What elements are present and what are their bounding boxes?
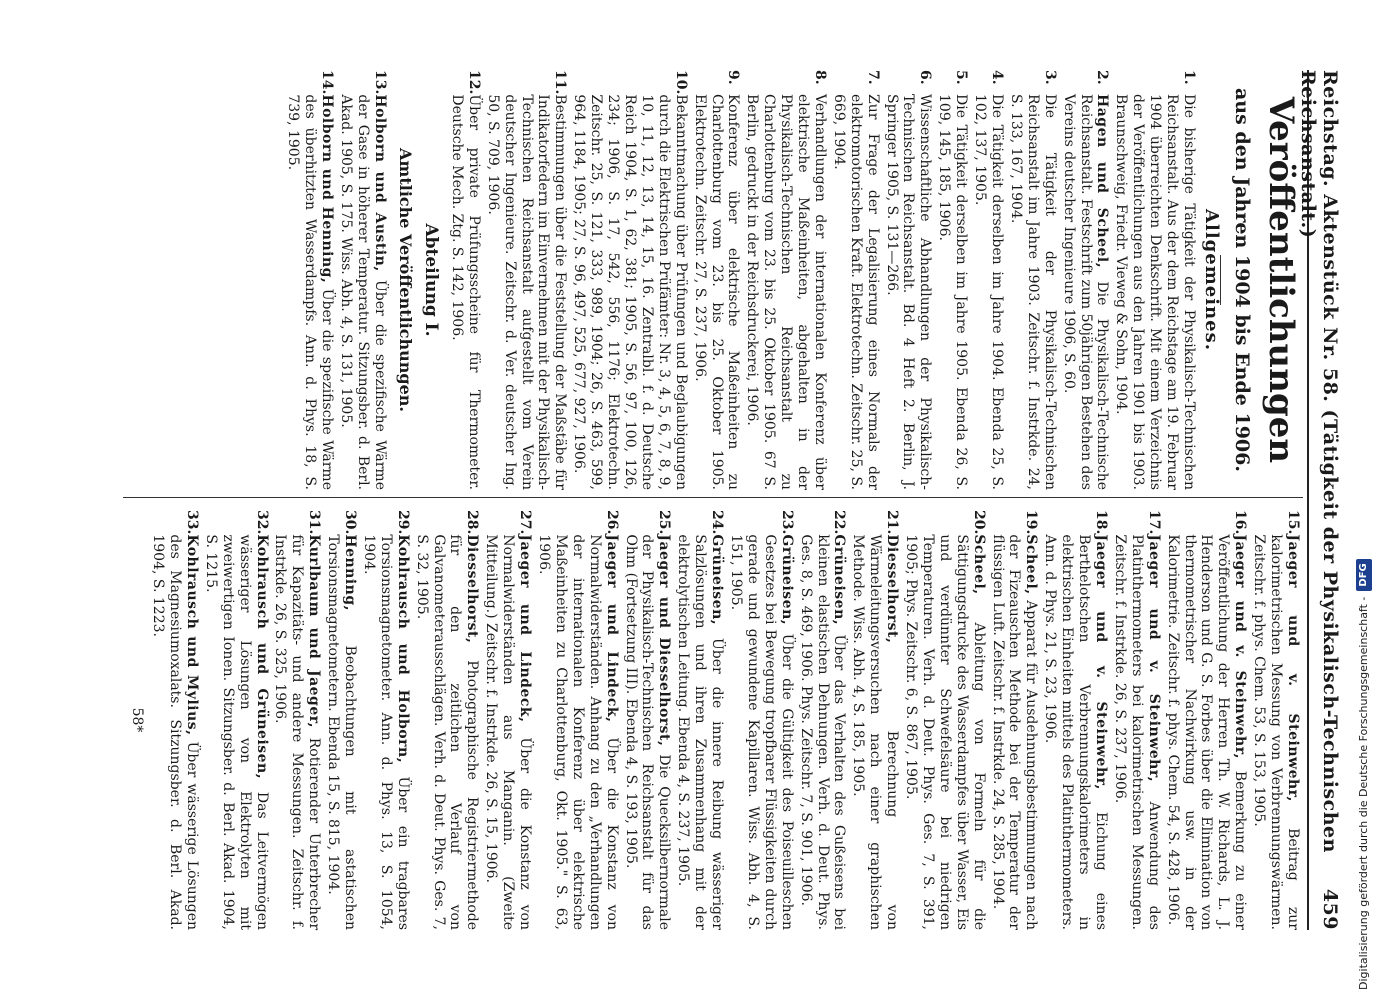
- bibliography-entry: [337, 70, 388, 490]
- entry-body: [883, 94, 934, 490]
- section-heading-abteilung: Abteilung I.: [421, 223, 442, 337]
- entry-number: 30.: [342, 510, 359, 535]
- entry-text: Beitrag zur kalorimetrischen Messung von Verbrennungswärmen. Zeitschr. f. phys. Chem. 53, S. 153, 1905.: [1251, 534, 1301, 931]
- entry-number: 33.: [183, 510, 200, 535]
- bibliography-entry: [202, 510, 270, 930]
- entry-body: [535, 534, 620, 930]
- bibliography-entry: [743, 70, 828, 490]
- entry-text: Beobachtungen mit astatischen Torsionsmagnetometern. Ebenda 15, S. 815, 1904.: [325, 534, 359, 931]
- entry-body: [727, 534, 795, 930]
- entry-body: [830, 94, 881, 490]
- entry-number: 16.: [1232, 510, 1249, 535]
- entry-number: 1.: [1181, 70, 1197, 85]
- bibliography-entry: [830, 70, 881, 490]
- entry-number: 23.: [778, 510, 795, 535]
- dfg-logo: DFG: [1356, 559, 1372, 590]
- signature-mark: 58*: [129, 707, 145, 733]
- page-number: 459: [1319, 888, 1341, 930]
- entry-author: Diesselhorst,: [464, 534, 481, 644]
- entry-text: Berechnung von Wärmeleitungsversuchen nach einer graphischen Methode. Wiss. Abh. 4, S. 185, 1905.: [850, 534, 901, 930]
- entry-number: 11.: [552, 70, 569, 95]
- bibliography-entry: [902, 510, 987, 930]
- entry-list-continued: [149, 510, 1301, 930]
- entry-number: 3.: [1041, 70, 1058, 85]
- bibliography-entry: [285, 70, 336, 490]
- entry-author: Grüneisen,: [778, 534, 795, 626]
- entry-number: 20.: [970, 510, 987, 535]
- entry-number: 5.: [953, 70, 970, 85]
- entry-number: 17.: [1145, 510, 1162, 535]
- entry-number: 32.: [253, 510, 270, 535]
- credit-text: Digitalisierung gefördert durch die Deutsche Forschungsgemeinschaft -: [1357, 596, 1370, 990]
- entry-body: [691, 94, 742, 490]
- entry-body: [272, 534, 323, 930]
- column-divider: [123, 497, 1303, 498]
- bibliography-entry: [797, 510, 848, 930]
- entry-number: 18.: [1093, 510, 1110, 535]
- entry-body: [971, 94, 1005, 490]
- entry-author: Jaeger und Lindeck,: [517, 534, 534, 723]
- bibliography-entry: [1007, 70, 1058, 490]
- entry-number: 13.: [372, 70, 389, 95]
- entry-body: [674, 534, 725, 930]
- entry-text: Über die spezifische Wärme des überhitzten Wasserdampfs. Ann. d. Phys. 18, S. 739, 1905.: [285, 94, 336, 490]
- entry-list-amtliche: [285, 70, 388, 490]
- entry-text: Bekanntmachung über Prüfungen und Beglaubigungen durch die Elektrischen Prüfämter: Nr. 3, 4, 5, 6, 7, 8, 9, 10, 11, 12, 13, 14, 15, 16. Zentralbl. f. d. Deutsche Reich 1904, S. 1, 62, 381; 1905, S. 56, 97, 100, 126, 234; 1906, S. 17, 542, 556, 1176; Elektrotechn. Zeitschr. 25, S. 121, 333, 989, 1904; 26, S. 463, 599, 964, 1184, 1905; 27, S. 96, 497, 525, 677, 927, 1906.: [571, 94, 689, 490]
- entry-number: 2.: [1094, 70, 1111, 85]
- entry-author: Jaeger und v. Steinwehr,: [1232, 534, 1249, 759]
- entry-body: [622, 534, 673, 930]
- header-title: Reichstag. Aktenstück Nr. 58. (Tätigkeit der Physikalisch-Technischen Reichsanstalt.): [1297, 70, 1341, 853]
- page-title: Veröffentlichungen: [1261, 96, 1301, 464]
- entry-author: Jaeger und v. Steinwehr,: [1285, 534, 1301, 802]
- entry-body: [448, 94, 482, 490]
- entry-list-allgemeines: [448, 70, 1197, 490]
- bibliography-entry: [1111, 510, 1162, 930]
- entry-body: [202, 534, 270, 930]
- entry-text: Das Leitvermögen wässeriger Lösungen von Elektrolyten mit zweiwertigen Ionen. Sitzungsber. d. Berl. Akad. 1904, S. 1215.: [202, 534, 270, 930]
- entry-author: Jaeger und v. Steinwehr,: [1145, 534, 1162, 783]
- entry-author: Kohlrausch und Grüneisen,: [253, 534, 270, 780]
- bibliography-entry: [1164, 510, 1249, 930]
- entry-body: [1060, 94, 1111, 490]
- entry-number: 27.: [517, 510, 534, 535]
- entry-author: Kurlbaum und Jaeger,: [306, 534, 323, 728]
- bibliography-entry: [360, 510, 411, 930]
- entry-number: 4.: [989, 70, 1006, 85]
- entry-text: Die Physikalisch-Technische Reichsanstalt. Festschrift zum 50jährigen Bestehen des Vereins deutscher Ingenieure 1906, S. 60.: [1060, 94, 1111, 490]
- bibliography-entry: [324, 510, 358, 930]
- left-column: [283, 70, 1197, 490]
- entry-text: Anwendung des Platinthermometers bei kalorimetrischen Messungen. Zeitschr. f. Instrkde. 26, S. 237, 1906.: [1111, 534, 1162, 930]
- entry-number: 19.: [1023, 510, 1040, 535]
- entry-text: Die Tätigkeit der Physikalisch-Technischen Reichsanstalt im Jahre 1903. Zeitschr. f. Instrkde. 24, S. 133, 167, 1904.: [1007, 94, 1058, 490]
- bibliography-entry: [1041, 510, 1109, 930]
- entry-number: 6.: [917, 70, 934, 85]
- entry-number: 15.: [1285, 510, 1301, 535]
- bibliography-entry: [622, 510, 673, 930]
- entry-text: Über wässerige Lösungen des Magnesiumoxalats. Sitzungsber. d. Berl. Akad. 1904, S. 1223.: [150, 534, 200, 931]
- entry-text: Über die Konstanz von Normalwiderständen aus Manganin. (Zweite Mitteilung.) Zeitschr. f. Instrkde. 26, S. 15, 1906.: [483, 534, 534, 930]
- entry-text: Photographische Registriermethode für den zeitlichen Verlauf von Galvanometerausschlägen. Verh. d. Deut. Phys. Ges. 7, S. 32, 1905.: [413, 534, 481, 930]
- entry-author: Kohlrausch und Holborn,: [394, 534, 411, 764]
- entry-text: Über die Konstanz von Normalwiderständen. Anhang zu den „Verhandlungen der internationalen Konferenz über elektrische Maßeinheiten zu Charlottenburg, Okt. 1905." S. 63, 1906.: [536, 534, 620, 930]
- entry-number: 12.: [465, 70, 482, 95]
- entry-number: 26.: [603, 510, 620, 535]
- entry-text: Die Quecksilbernormale der Physikalisch-Technischen Reichsanstalt für das Ohm (Fortsetzung III). Ebenda 4, S. 193, 1905.: [622, 534, 673, 930]
- entry-body: [285, 94, 336, 490]
- bibliography-entry: [413, 510, 481, 930]
- entry-number: 9.: [725, 70, 742, 85]
- section-heading-allgemeines: Allgemeines.: [1201, 209, 1222, 351]
- entry-number: 21.: [884, 510, 901, 535]
- bibliography-entry: [691, 70, 742, 490]
- entry-author: Hagen und Scheel,: [1094, 94, 1111, 269]
- entry-body: [935, 94, 969, 490]
- entry-number: 14.: [319, 70, 336, 95]
- entry-body: [413, 534, 481, 930]
- bibliography-entry: [935, 70, 969, 490]
- entry-author: Henning,: [342, 534, 359, 612]
- entry-body: [1164, 534, 1249, 930]
- entry-body: [1250, 534, 1301, 930]
- bibliography-entry: [448, 70, 482, 490]
- entry-text: Ableitung von Formeln für die Sättigungsdrucke des Wasserdampfes über Wasser, Eis und verdünnter Schwefelsäure bei niedrigen Temperaturen. Verh. d. Deut. Phys. Ges. 7, S. 391, 1905; Phys. Zeitschr. 6, S. 867, 1905.: [903, 534, 987, 930]
- bibliography-entry: [883, 70, 934, 490]
- entry-author: Scheel,: [1023, 534, 1040, 595]
- entry-body: [149, 534, 200, 930]
- entry-author: Diesselhorst,: [884, 534, 901, 644]
- entry-body: [902, 534, 987, 930]
- bibliography-entry: [1250, 510, 1301, 930]
- entry-text: Über private Prüfungsscheine für Thermometer. Deutsche Mech. Ztg. S. 142, 1906.: [448, 94, 482, 490]
- entry-body: [337, 94, 388, 490]
- page-subtitle: aus den Jahren 1904 bis Ende 1906.: [1231, 88, 1253, 472]
- entry-body: [360, 534, 411, 930]
- entry-number: 22.: [831, 510, 848, 535]
- bibliography-entry: [272, 510, 323, 930]
- bibliography-entry: [674, 510, 725, 930]
- entry-number: 8.: [811, 70, 828, 85]
- running-header: [1297, 70, 1341, 930]
- bibliography-entry: [849, 510, 900, 930]
- entry-body: [849, 534, 900, 930]
- entry-author: Scheel,: [970, 534, 987, 595]
- entry-text: Apparat für Ausdehnungsbestimmungen nach der Fizeauschen Methode bei der Temperatur der flüssigen Luft. Zeitschr. f. Instrkde. 24, S. 285, 1904.: [989, 534, 1040, 930]
- entry-number: 28.: [464, 510, 481, 535]
- entry-number: 24.: [709, 510, 726, 535]
- bibliography-entry: [989, 510, 1040, 930]
- entry-number: 25.: [656, 510, 673, 535]
- entry-text: Über die spezifische Wärme der Gase in höherer Temperatur. Sitzungsber. d. Berl. Akad. 1905, S. 175. Wiss. Abh. 4, S. 131, 1905.: [338, 94, 389, 490]
- entry-author: Jaeger und Lindeck,: [603, 534, 620, 723]
- entry-body: [989, 534, 1040, 930]
- bibliography-entry: [482, 510, 533, 930]
- bibliography-entry: [971, 70, 1005, 490]
- entry-text: Über die innere Reibung wässeriger Salzlösungen und ihren Zusammenhang mit der elektrolytischen Leitung. Ebenda 4, S. 237, 1905.: [675, 534, 726, 930]
- entry-text: Die bisherige Tätigkeit der Physikalisch-Technischen Reichsanstalt. Aus der dem Reichstage am 19. Februar 1904 überreichten Denkschrift. Mit einem Verzeichnis der Veröffentlichungen aus den Jahren 1901 bis 1903. Braunschweig, Friedr. Vieweg & Sohn, 1904.: [1113, 94, 1197, 490]
- entry-author: Holborn und Henning,: [319, 94, 336, 284]
- bibliography-entry: [149, 510, 200, 930]
- entry-text: Die Tätigkeit derselben im Jahre 1905. Ebenda 26, S. 109, 145, 185, 1906.: [936, 94, 970, 490]
- entry-text: Die Tätigkeit derselben im Jahre 1904. Ebenda 25, S. 102, 137, 1905.: [972, 94, 1006, 490]
- entry-text: Wissenschaftliche Abhandlungen der Physikalisch-Technischen Reichsanstalt. Bd. 4 Heft 2. Berlin, J. Springer 1905, S. 131—266.: [883, 94, 934, 490]
- entry-body: [1041, 534, 1109, 930]
- entry-body: [1007, 94, 1058, 490]
- entry-number: 29.: [394, 510, 411, 535]
- entry-number: 31.: [306, 510, 323, 535]
- bibliography-entry: [1060, 70, 1111, 490]
- entry-text: Über die Gültigkeit des Poiseuilleschen Gesetzes bei Bewegung tropfbarer Flüssigkeiten durch gerade und gewundene Kapillaren. Wiss. Abh. 4, S. 151, 1905.: [728, 534, 795, 931]
- bibliography-entry: [535, 510, 620, 930]
- bibliography-entry: [570, 70, 688, 490]
- entry-text: Zur Frage der Legalisierung eines Normals der elektromotorischen Kraft. Elektrotechn. Zeitschr. 25, S. 669, 1904.: [830, 94, 881, 490]
- digitization-credit: [1352, 0, 1382, 1000]
- entry-number: 7.: [864, 70, 881, 85]
- entry-text: Bemerkung zu einer Veröffentlichung der Herren Th. W. Richards, L. J. Henderson und G. S. Forbes über die Elimination von thermometrischer Nachwirkung usw. in der Kalorimetrie. Zeitschr. f. phys. Chem. 54, S. 428, 1906.: [1164, 534, 1249, 930]
- entry-body: [570, 94, 688, 490]
- entry-body: [1112, 94, 1197, 490]
- entry-text: Über das Verhalten des Gußeisens bei kleinen elastischen Dehnungen. Verh. d. Deut. Phys. Ges. 8, S. 469, 1906. Phys. Zeitschr. 7, S. 901, 1906.: [797, 534, 848, 930]
- entry-text: Eichung eines Berthelotschen Verbrennungskalorimeters in elektrischen Einheiten mittels des Platinthermometers. Ann. d. Phys. 21, S. 23, 1906.: [1042, 534, 1110, 931]
- entry-number: 10.: [672, 70, 689, 95]
- entry-body: [324, 534, 358, 930]
- bibliography-entry: [484, 70, 569, 490]
- right-column: [147, 510, 1301, 930]
- bibliography-entry: [1112, 70, 1197, 490]
- entry-text: Rotierender Unterbrecher für Kapazitäts- und andere Messungen. Zeitschr. f. Instrkde. 26, S. 325, 1906.: [272, 534, 323, 931]
- entry-text: Über ein tragbares Torsionsmagnetometer. Ann. d. Phys. 13, S. 1054, 1904.: [360, 534, 411, 930]
- entry-text: Bestimmungen über die Feststellung der Maßstäbe für Indikatorfedern im Einvernehmen mit der Physikalisch-Technischen Reichsanstalt aufgestellt vom Verein deutscher Ingenieure. Zeitschr. d. Ver. deutscher Ing. 50, S. 709, 1906.: [484, 94, 569, 490]
- entry-author: Grüneisen,: [709, 534, 726, 626]
- entry-author: Holborn und Austin,: [372, 94, 389, 272]
- entry-author: Grüneisen,: [831, 534, 848, 626]
- entry-body: [1111, 534, 1162, 930]
- entry-body: [482, 534, 533, 930]
- section-heading-amtliche: Amtliche Veröffentlichungen.: [396, 148, 416, 412]
- entry-author: Jaeger und v. Steinwehr,: [1093, 534, 1110, 790]
- entry-body: [743, 94, 828, 490]
- entry-text: Konferenz über elektrische Maßeinheiten zu Charlottenburg vom 23. bis 25. Oktober 1905. Elektrotechn. Zeitschr. 27, S. 237, 1906.: [691, 94, 742, 490]
- entry-body: [484, 94, 569, 490]
- entry-text: Verhandlungen der internationalen Konferenz über elektrische Maßeinheiten, abgehalten in der Physikalisch-Technischen Reichsanstalt zu Charlottenburg vom 23. bis 25. Oktober 1905. 67 S. Berlin, gedruckt in der Reichsdruckerei, 1906.: [744, 94, 828, 490]
- entry-author: Kohlrausch und Mylius,: [183, 534, 200, 736]
- entry-body: [797, 534, 848, 930]
- entry-author: Jaeger und Diesselhorst,: [656, 534, 673, 747]
- bibliography-entry: [727, 510, 795, 930]
